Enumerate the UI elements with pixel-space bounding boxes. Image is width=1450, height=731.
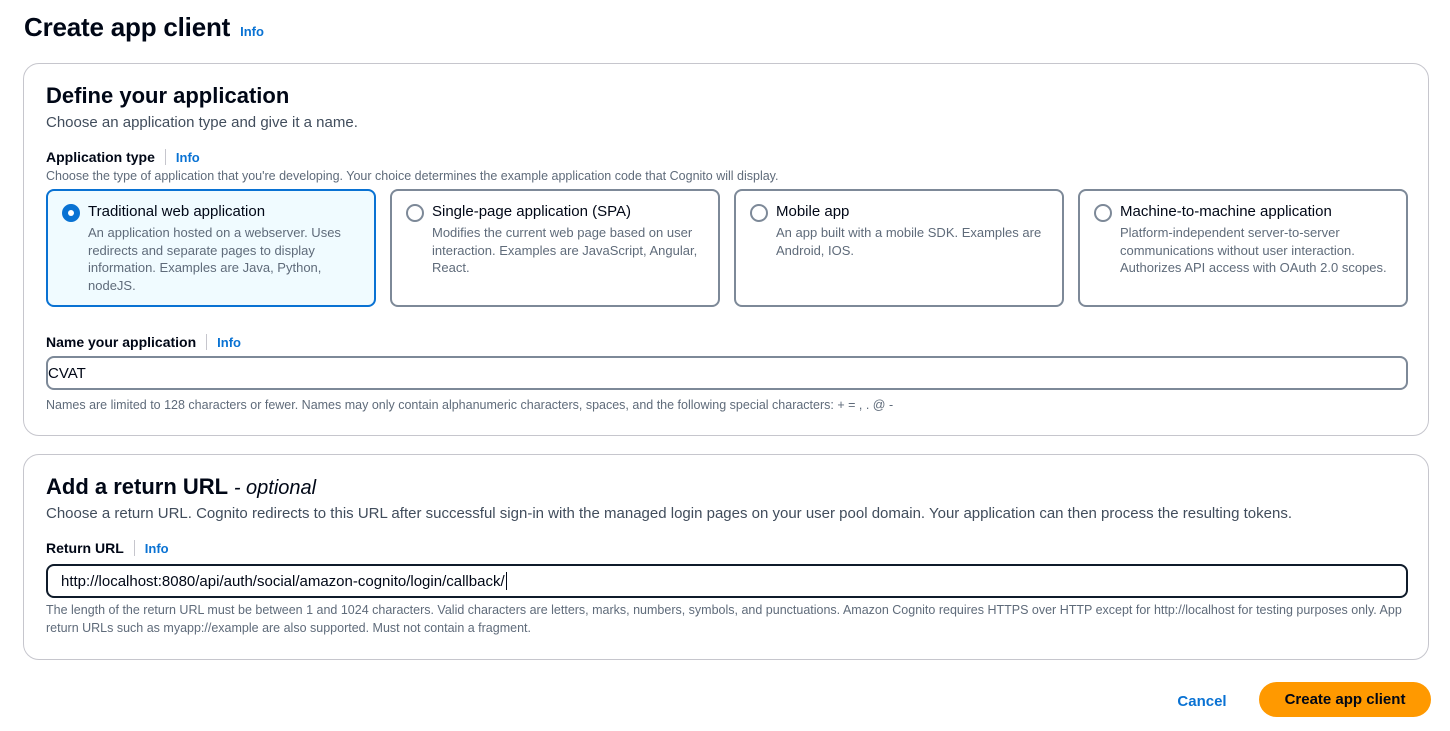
return-url-value: http://localhost:8080/api/auth/social/amazon-cognito/login/callback/ [61, 572, 505, 590]
tile-single-page-application[interactable] [390, 189, 720, 307]
tile-description: An application hosted on a webserver. Uses redirects and separate pages to display information. Examples are Java, Python, nodeJS. [88, 225, 341, 293]
define-application-title: Define your application [46, 83, 290, 108]
return-url-optional: - optional [233, 477, 317, 499]
application-type-tiles [46, 189, 1408, 307]
application-name-label-row [46, 334, 241, 350]
application-name-input[interactable] [46, 356, 1408, 390]
application-name-help: Names are limited to 128 characters or fewer. Names may only contain alphanumeric characters, spaces, and the following special characters: + = , . @ - [46, 398, 894, 412]
tile-description: Modifies the current web page based on user interaction. Examples are JavaScript, Angular, React. [432, 225, 698, 275]
page-header [24, 12, 264, 43]
application-type-info-link[interactable]: Info [175, 149, 200, 165]
tile-title: Traditional web application [88, 203, 266, 220]
tile-title: Machine-to-machine application [1120, 203, 1332, 220]
radio-unchecked-icon[interactable] [406, 204, 424, 222]
return-url-help: The length of the return URL must be between 1 and 1024 characters. Valid characters are letters, marks, numbers, symbols, and punctuations. Amazon Cognito requires HTTPS over HTTP except for http://localhost for testing purposes only. App return URLs such as myapp://example are also supported. Must not contain a fragment. [46, 603, 1402, 635]
text-caret [506, 572, 507, 590]
tile-title: Mobile app [776, 203, 850, 220]
cancel-button[interactable]: Cancel [1177, 692, 1227, 710]
tile-machine-to-machine-application[interactable] [1078, 189, 1408, 307]
return-url-description: Choose a return URL. Cognito redirects to this URL after successful sign-in with the managed login pages on your user pool domain. Your application can then process the resulting tokens. [46, 505, 1292, 522]
application-name-value: CVAT [48, 364, 86, 382]
label-separator [165, 149, 166, 165]
return-url-label-row [46, 540, 169, 556]
application-name-label: Name your application [46, 334, 197, 350]
application-name-info-link[interactable]: Info [217, 334, 241, 350]
tile-mobile-app[interactable] [734, 189, 1064, 307]
return-url-title-text: Add a return URL [46, 474, 228, 499]
define-application-card [23, 63, 1429, 436]
radio-checked-icon[interactable] [62, 204, 80, 222]
label-separator [206, 334, 207, 350]
tile-title: Single-page application (SPA) [432, 203, 632, 220]
return-url-info-link[interactable]: Info [144, 540, 169, 556]
application-type-label: Application type [46, 149, 155, 165]
page-title: Create app client [24, 12, 231, 42]
page-info-link[interactable]: Info [240, 24, 264, 39]
tile-description: An app built with a mobile SDK. Examples are Android, IOS. [776, 225, 1042, 258]
create-app-client-button[interactable]: Create app client [1259, 682, 1431, 717]
return-url-card [23, 454, 1429, 660]
return-url-title [46, 474, 316, 500]
application-type-label-row [46, 149, 200, 165]
tile-traditional-web-application[interactable] [46, 189, 376, 307]
application-type-help: Choose the type of application that you're developing. Your choice determines the example application code that Cognito will display. [46, 169, 779, 183]
tile-description: Platform-independent server-to-server communications without user interaction. Authorizes API access with OAuth 2.0 scopes. [1120, 225, 1387, 275]
radio-unchecked-icon[interactable] [1094, 204, 1112, 222]
return-url-input[interactable] [46, 564, 1408, 598]
define-application-description: Choose an application type and give it a name. [46, 114, 358, 131]
return-url-label: Return URL [46, 540, 124, 556]
label-separator [134, 540, 135, 556]
radio-unchecked-icon[interactable] [750, 204, 768, 222]
